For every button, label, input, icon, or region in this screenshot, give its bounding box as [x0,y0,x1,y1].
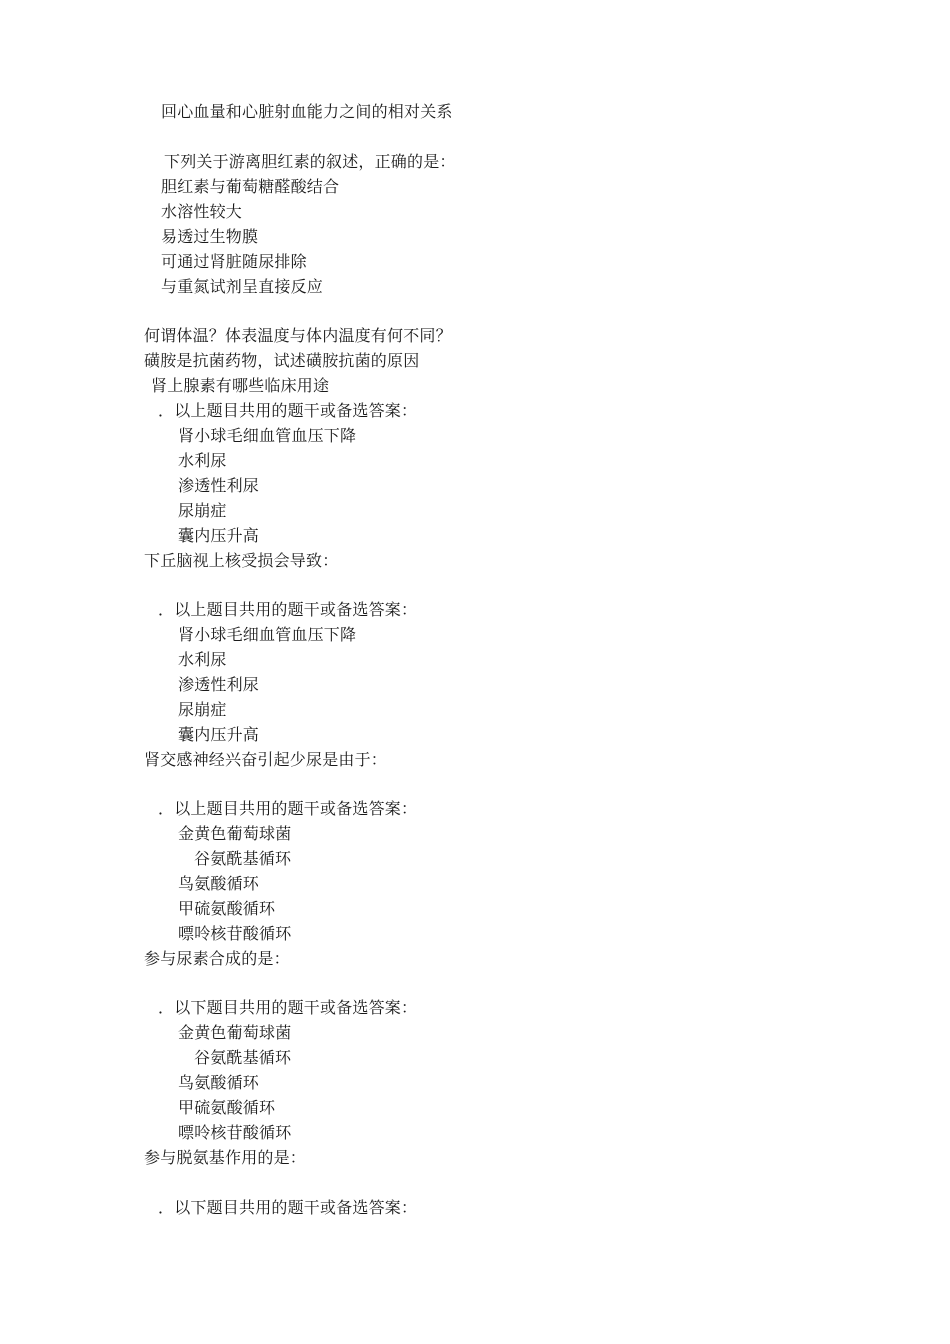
answer-option: 水溶性较大 [161,202,243,221]
answer-option: 水利尿 [178,451,227,470]
question-stem: 肾上腺素有哪些临床用途 [151,376,330,395]
question-stem: 何谓体温？体表温度与体内温度有何不同？ [144,326,452,345]
text-line: 回心血量和心脏射血能力之间的相对关系 [161,102,453,121]
answer-option: 与重氮试剂呈直接反应 [161,277,324,296]
question-stem: 下列关于游离胆红素的叙述，正确的是： [164,152,456,171]
answer-option: 肾小球毛细血管血压下降 [178,625,357,644]
answer-option: 金黄色葡萄球菌 [178,824,292,843]
answer-option: 嘌呤核苷酸循环 [178,1123,292,1142]
question-stem: 参与尿素合成的是： [144,949,290,968]
answer-option: 鸟氨酸循环 [178,874,260,893]
shared-options-header: ．以上题目共用的题干或备选答案： [158,600,418,619]
answer-option: 水利尿 [178,650,227,669]
answer-option: 谷氨酰基循环 [194,849,292,868]
question-stem: 肾交感神经兴奋引起少尿是由于： [144,750,388,769]
answer-option: 囊内压升高 [178,725,260,744]
answer-option: 谷氨酰基循环 [194,1048,292,1067]
answer-option: 肾小球毛细血管血压下降 [178,426,357,445]
answer-option: 甲硫氨酸循环 [178,899,276,918]
question-stem: 参与脱氨基作用的是： [144,1148,307,1167]
answer-option: 囊内压升高 [178,526,260,545]
shared-options-header: ．以下题目共用的题干或备选答案： [158,998,418,1017]
shared-options-header: ．以上题目共用的题干或备选答案： [158,401,418,420]
answer-option: 易透过生物膜 [161,227,259,246]
answer-option: 渗透性利尿 [178,476,260,495]
answer-option: 尿崩症 [178,501,227,520]
answer-option: 金黄色葡萄球菌 [178,1023,292,1042]
shared-options-header: ．以上题目共用的题干或备选答案： [158,799,418,818]
answer-option: 甲硫氨酸循环 [178,1098,276,1117]
answer-option: 嘌呤核苷酸循环 [178,924,292,943]
question-stem: 下丘脑视上核受损会导致： [144,551,339,570]
answer-option: 鸟氨酸循环 [178,1073,260,1092]
answer-option: 可通过肾脏随尿排除 [161,252,307,271]
answer-option: 渗透性利尿 [178,675,260,694]
shared-options-header: ．以下题目共用的题干或备选答案： [158,1198,418,1217]
answer-option: 胆红素与葡萄糖醛酸结合 [161,177,340,196]
answer-option: 尿崩症 [178,700,227,719]
question-stem: 磺胺是抗菌药物，试述磺胺抗菌的原因 [144,351,420,370]
